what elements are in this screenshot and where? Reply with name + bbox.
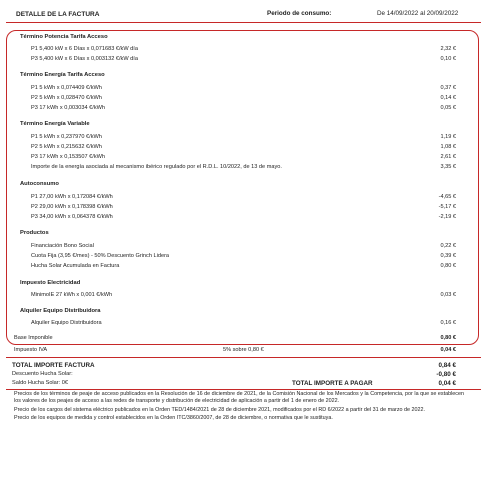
line-item: Alquiler Equipo Distribuidora 0,16 € [31,320,456,326]
line-item: P2 5 kWh x 0,215632 €/kWh 1,08 € [31,144,456,150]
base-imponible-row: Base Imponible 0,80 € [14,335,456,341]
line-item: P3 5,400 kW x 6 Días x 0,003132 €/kW día 0,10 € [31,56,456,62]
section-title-energia-acceso: Término Energía Tarifa Acceso [20,72,105,78]
line-item: P3 34,00 kWh x 0,064378 €/kWh -2,19 € [31,214,456,220]
total-pagar-row: Saldo Hucha Solar: 0€ TOTAL IMPORTE A PAGAR 0,04 € [12,380,456,387]
line-item: Financiación Bono Social 0,22 € [31,243,456,249]
header-divider [6,22,481,23]
line-item: Importe de la energía asociada al mecanismo ibérico regulado por el R.D.L. 10/2022, de 13 de mayo. 3,35 € [31,164,456,170]
period-label: Periodo de consumo: [267,10,332,17]
line-item: P2 29,00 kWh x 0,178398 €/kWh -5,17 € [31,204,456,210]
section-title-autoconsumo: Autoconsumo [20,181,59,187]
section-title-energia-variable: Término Energía Variable [20,121,90,127]
line-item: P3 17 kWh x 0,003034 €/kWh 0,05 € [31,105,456,111]
note-paragraph: Precio de los equipos de medida y control establecidos en la Orden ITC/3860/2007, de 28 de diciembre, o normativa que le sustituya. [14,415,333,422]
legal-notes [14,391,464,423]
section-title-impuesto-electricidad: Impuesto Electricidad [20,280,81,286]
total-factura-row: TOTAL IMPORTE FACTURA 0,84 € [12,362,456,369]
section-title-potencia: Término Potencia Tarifa Acceso [20,34,108,40]
section-title-productos: Productos [20,230,49,236]
line-item: P3 17 kWh x 0,153507 €/kWh 2,61 € [31,154,456,160]
line-item: P1 5 kWh x 0,237970 €/kWh 1,19 € [31,134,456,140]
line-item: P1 5,400 kW x 6 Días x 0,071683 €/kW día 2,32 € [31,46,456,52]
note-paragraph: Precios de los términos de peaje de acceso publicados en la Resolución de 16 de diciembre de 2021, de la Comisión Nacional de los Mercados y la Competencia, por la que se establecen los valores de los peajes de acceso a las redes de transporte y distribución de electricidad de aplicación a partir del 1 de enero de 2022. [14,391,464,405]
note-paragraph: Precio de los cargos del sistema eléctrico publicados en la Orden TED/1484/2021 de 28 de diciembre 2021, modificados por el RD 6/2022 a partir del 31 de marzo de 2022. [14,406,426,413]
iva-row: Impuesto IVA 5% sobre 0,80 € 0,04 € [14,347,456,353]
line-item: P1 27,00 kWh x 0,172084 €/kWh -4,65 € [31,194,456,200]
line-item: Hucha Solar Acumulada en Factura 0,80 € [31,263,456,269]
totals-divider-bottom [6,389,481,390]
line-item: P1 5 kWh x 0,074409 €/kWh 0,37 € [31,85,456,91]
totals-divider-top [6,357,481,358]
invoice-detail-title: DETALLE DE LA FACTURA [16,11,100,18]
line-item: MinimoIE 27 kWh x 0,001 €/kWh 0,03 € [31,292,456,298]
section-title-alquiler: Alquiler Equipo Distribuidora [20,308,101,314]
descuento-row: Descuento Hucha Solar: -0,80 € [12,371,456,378]
line-item: Cuota Fija (3,95 €/mes) - 50% Descuento Grinch Lidera 0,39 € [31,253,456,259]
line-item: P2 5 kWh x 0,028470 €/kWh 0,14 € [31,95,456,101]
period-value: De 14/09/2022 al 20/09/2022 [377,10,459,17]
